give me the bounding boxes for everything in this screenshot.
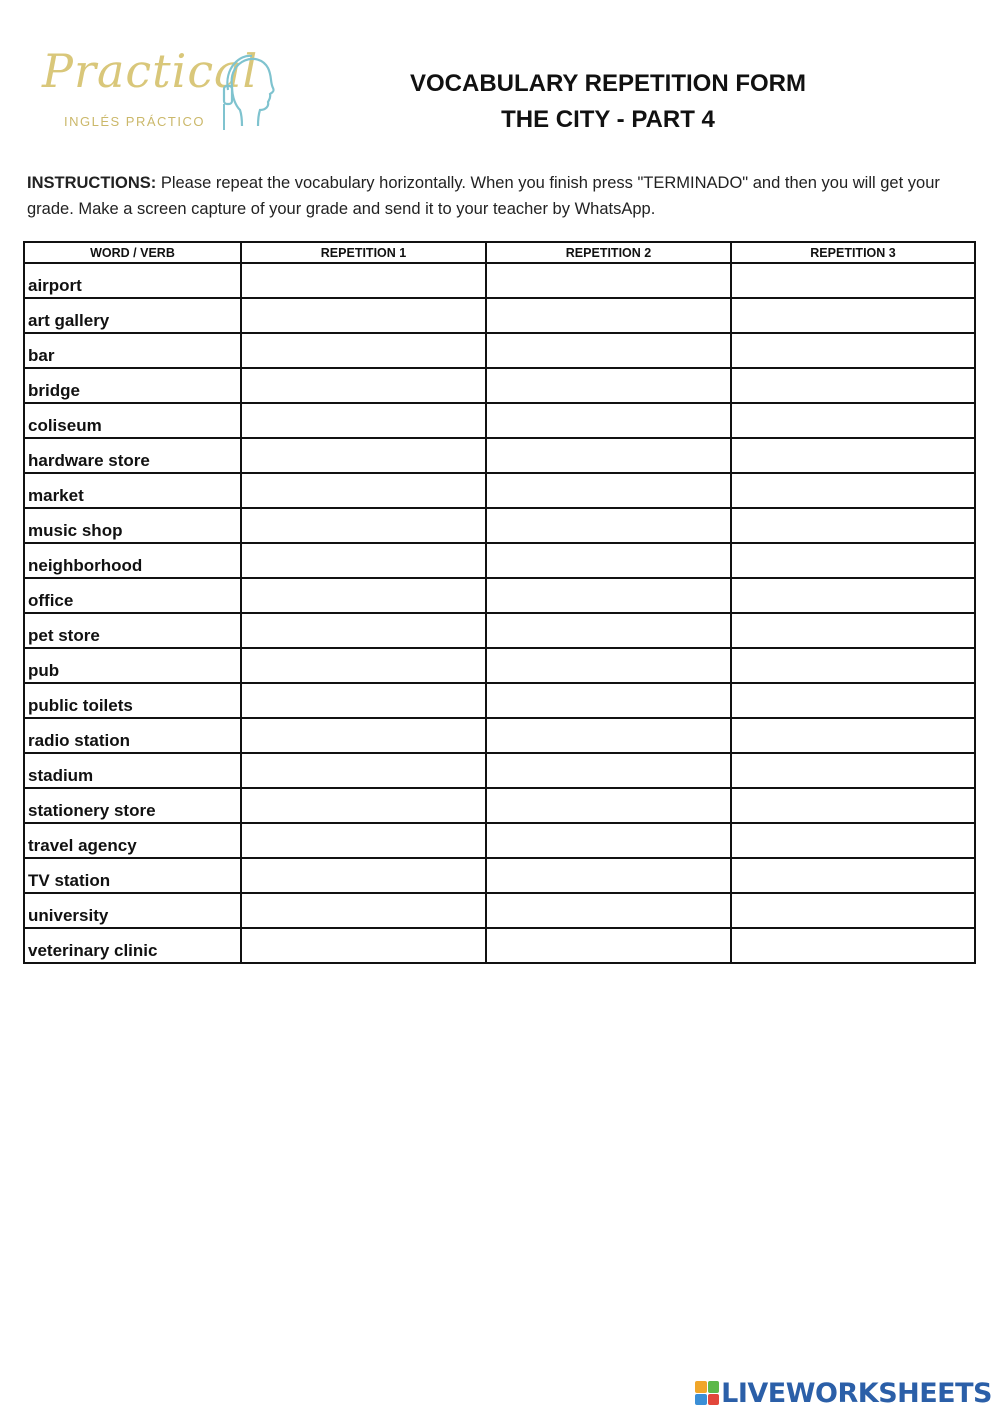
headphones-head-icon bbox=[218, 46, 278, 130]
liveworksheets-brand bbox=[695, 1379, 992, 1407]
table-row bbox=[24, 858, 975, 893]
table-row bbox=[24, 508, 975, 543]
table-row bbox=[24, 928, 975, 963]
repetition-2-input-cell[interactable] bbox=[486, 368, 731, 403]
word-cell: travel agency bbox=[24, 823, 241, 858]
word-cell: coliseum bbox=[24, 403, 241, 438]
word-cell: office bbox=[24, 578, 241, 613]
repetition-2-input-cell[interactable] bbox=[486, 543, 731, 578]
repetition-1-input-cell[interactable] bbox=[241, 368, 486, 403]
instructions-label: INSTRUCTIONS: bbox=[27, 174, 157, 192]
repetition-2-input-cell[interactable] bbox=[486, 508, 731, 543]
repetition-2-input-cell[interactable] bbox=[486, 928, 731, 963]
repetition-3-input-cell[interactable] bbox=[731, 578, 975, 613]
repetition-2-input-cell[interactable] bbox=[486, 613, 731, 648]
word-cell: art gallery bbox=[24, 298, 241, 333]
table-row bbox=[24, 823, 975, 858]
repetition-2-input-cell[interactable] bbox=[486, 298, 731, 333]
repetition-1-input-cell[interactable] bbox=[241, 403, 486, 438]
word-cell: public toilets bbox=[24, 683, 241, 718]
table-row bbox=[24, 543, 975, 578]
repetition-1-input-cell[interactable] bbox=[241, 473, 486, 508]
table-row bbox=[24, 578, 975, 613]
repetition-1-input-cell[interactable] bbox=[241, 298, 486, 333]
repetition-1-input-cell[interactable] bbox=[241, 333, 486, 368]
header-repetition-2: REPETITION 2 bbox=[486, 242, 731, 263]
logo-subtitle: INGLÉS PRÁCTICO bbox=[64, 114, 205, 129]
repetition-3-input-cell[interactable] bbox=[731, 858, 975, 893]
repetition-3-input-cell[interactable] bbox=[731, 823, 975, 858]
table-row bbox=[24, 788, 975, 823]
instructions-text: Please repeat the vocabulary horizontally. When you finish press "TERMINADO" and then you will get your grade. Make a screen capture of your grade and send it to your teacher by WhatsApp. bbox=[27, 174, 940, 218]
header-repetition-1: REPETITION 1 bbox=[241, 242, 486, 263]
repetition-3-input-cell[interactable] bbox=[731, 683, 975, 718]
table-row bbox=[24, 648, 975, 683]
page-title: VOCABULARY REPETITION FORM bbox=[409, 70, 806, 97]
repetition-1-input-cell[interactable] bbox=[241, 928, 486, 963]
repetition-2-input-cell[interactable] bbox=[486, 473, 731, 508]
repetition-1-input-cell[interactable] bbox=[241, 508, 486, 543]
repetition-1-input-cell[interactable] bbox=[241, 718, 486, 753]
repetition-1-input-cell[interactable] bbox=[241, 578, 486, 613]
table-header-row bbox=[24, 242, 975, 263]
vocabulary-table bbox=[23, 241, 976, 964]
repetition-2-input-cell[interactable] bbox=[486, 403, 731, 438]
word-cell: bridge bbox=[24, 368, 241, 403]
repetition-3-input-cell[interactable] bbox=[731, 613, 975, 648]
header-repetition-3: REPETITION 3 bbox=[731, 242, 975, 263]
repetition-1-input-cell[interactable] bbox=[241, 438, 486, 473]
repetition-1-input-cell[interactable] bbox=[241, 683, 486, 718]
table-row bbox=[24, 333, 975, 368]
repetition-3-input-cell[interactable] bbox=[731, 543, 975, 578]
repetition-3-input-cell[interactable] bbox=[731, 928, 975, 963]
word-cell: radio station bbox=[24, 718, 241, 753]
table-row bbox=[24, 403, 975, 438]
repetition-3-input-cell[interactable] bbox=[731, 333, 975, 368]
repetition-3-input-cell[interactable] bbox=[731, 473, 975, 508]
table-row bbox=[24, 753, 975, 788]
table-row bbox=[24, 438, 975, 473]
repetition-3-input-cell[interactable] bbox=[731, 368, 975, 403]
repetition-2-input-cell[interactable] bbox=[486, 333, 731, 368]
word-cell: pet store bbox=[24, 613, 241, 648]
repetition-3-input-cell[interactable] bbox=[731, 753, 975, 788]
repetition-1-input-cell[interactable] bbox=[241, 823, 486, 858]
table-row bbox=[24, 298, 975, 333]
table-row bbox=[24, 473, 975, 508]
table-row bbox=[24, 893, 975, 928]
repetition-3-input-cell[interactable] bbox=[731, 263, 975, 298]
word-cell: stationery store bbox=[24, 788, 241, 823]
repetition-1-input-cell[interactable] bbox=[241, 893, 486, 928]
repetition-2-input-cell[interactable] bbox=[486, 683, 731, 718]
word-cell: music shop bbox=[24, 508, 241, 543]
word-cell: airport bbox=[24, 263, 241, 298]
logo-script-text: Practical bbox=[42, 44, 259, 98]
word-cell: stadium bbox=[24, 753, 241, 788]
repetition-2-input-cell[interactable] bbox=[486, 788, 731, 823]
repetition-3-input-cell[interactable] bbox=[731, 298, 975, 333]
repetition-2-input-cell[interactable] bbox=[486, 893, 731, 928]
repetition-2-input-cell[interactable] bbox=[486, 438, 731, 473]
practical-logo bbox=[38, 46, 278, 136]
repetition-1-input-cell[interactable] bbox=[241, 263, 486, 298]
word-cell: veterinary clinic bbox=[24, 928, 241, 963]
brand-name: LIVEWORKSHEETS bbox=[721, 1377, 992, 1409]
table-row bbox=[24, 718, 975, 753]
word-cell: TV station bbox=[24, 858, 241, 893]
word-cell: hardware store bbox=[24, 438, 241, 473]
word-cell: bar bbox=[24, 333, 241, 368]
repetition-1-input-cell[interactable] bbox=[241, 613, 486, 648]
repetition-3-input-cell[interactable] bbox=[731, 788, 975, 823]
repetition-2-input-cell[interactable] bbox=[486, 823, 731, 858]
repetition-3-input-cell[interactable] bbox=[731, 893, 975, 928]
repetition-2-input-cell[interactable] bbox=[486, 578, 731, 613]
word-cell: pub bbox=[24, 648, 241, 683]
repetition-1-input-cell[interactable] bbox=[241, 753, 486, 788]
word-cell: university bbox=[24, 893, 241, 928]
header-word-verb: WORD / VERB bbox=[24, 242, 241, 263]
table-row bbox=[24, 368, 975, 403]
repetition-3-input-cell[interactable] bbox=[731, 508, 975, 543]
page-subtitle: THE CITY - PART 4 bbox=[501, 106, 715, 133]
repetition-3-input-cell[interactable] bbox=[731, 403, 975, 438]
repetition-1-input-cell[interactable] bbox=[241, 788, 486, 823]
table-row bbox=[24, 613, 975, 648]
word-cell: neighborhood bbox=[24, 543, 241, 578]
repetition-1-input-cell[interactable] bbox=[241, 648, 486, 683]
word-cell: market bbox=[24, 473, 241, 508]
repetition-2-input-cell[interactable] bbox=[486, 858, 731, 893]
table-row bbox=[24, 263, 975, 298]
repetition-3-input-cell[interactable] bbox=[731, 718, 975, 753]
table-row bbox=[24, 683, 975, 718]
repetition-3-input-cell[interactable] bbox=[731, 648, 975, 683]
repetition-2-input-cell[interactable] bbox=[486, 753, 731, 788]
liveworksheets-logo-icon bbox=[695, 1381, 719, 1405]
repetition-1-input-cell[interactable] bbox=[241, 543, 486, 578]
repetition-2-input-cell[interactable] bbox=[486, 718, 731, 753]
repetition-3-input-cell[interactable] bbox=[731, 438, 975, 473]
repetition-2-input-cell[interactable] bbox=[486, 648, 731, 683]
repetition-1-input-cell[interactable] bbox=[241, 858, 486, 893]
repetition-2-input-cell[interactable] bbox=[486, 263, 731, 298]
instructions bbox=[27, 170, 977, 222]
